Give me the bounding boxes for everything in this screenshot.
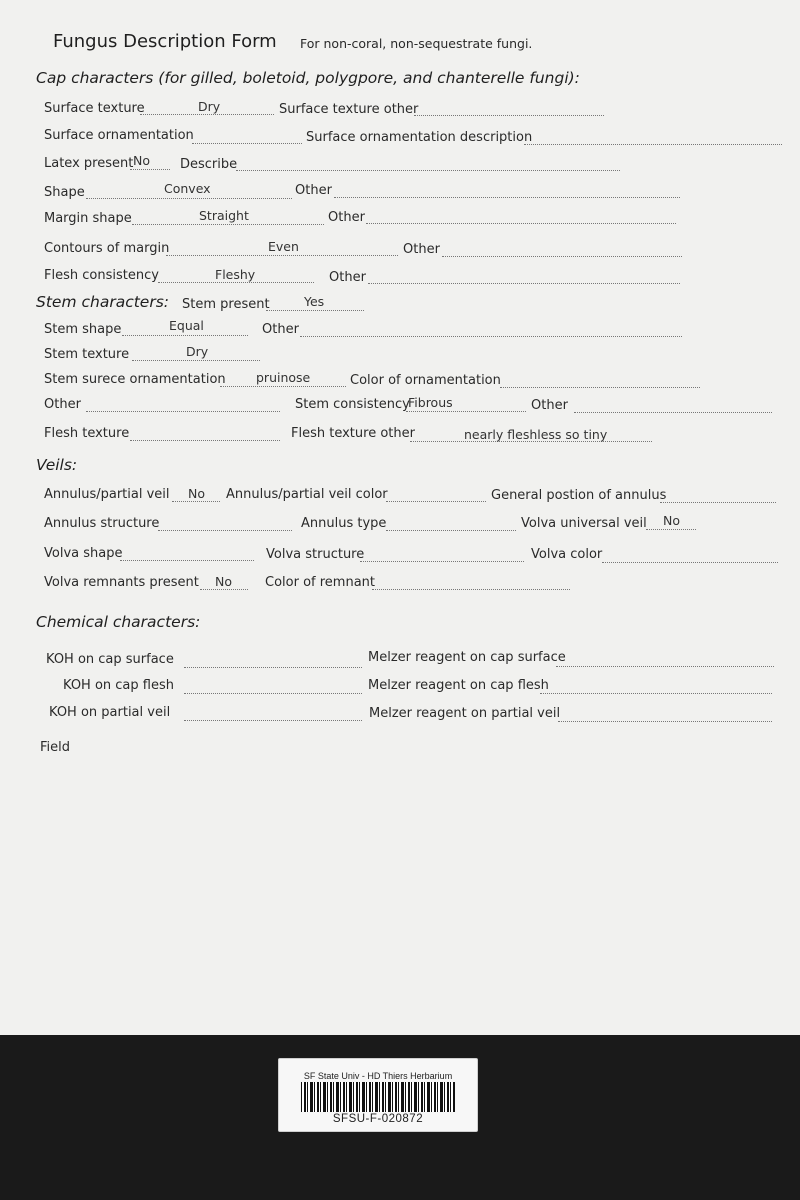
latex-present-value: No [133,153,150,168]
herbarium-barcode-label [278,1058,478,1132]
shape-field[interactable] [86,198,292,199]
annulus-color-label: Annulus/partial veil color [226,487,388,502]
stem-shape-field[interactable] [122,335,248,336]
stem-present-label: Stem present [182,297,270,312]
surface-texture-value: Dry [198,99,221,114]
koh-partial-veil-label: KOH on partial veil [49,705,171,720]
contours-other-label: Other [403,242,440,257]
stem-other-field[interactable] [86,411,280,412]
koh-cap-surface-field[interactable] [184,667,362,668]
margin-shape-other-label: Other [328,210,365,225]
stem-shape-other-field[interactable] [300,336,682,337]
stem-other-label: Other [44,397,81,412]
volva-universal-veil-value: No [663,513,680,528]
stem-surface-ornamentation-value: pruinose [256,370,311,385]
stem-surface-ornamentation-field[interactable] [220,386,346,387]
melzer-cap-surface-field[interactable] [556,666,774,667]
annulus-position-field[interactable] [660,502,776,503]
catalog-number: SFSU-F-020872 [332,1113,424,1125]
shape-other-label: Other [295,183,332,198]
koh-cap-flesh-field[interactable] [184,693,362,694]
stem-texture-value: Dry [186,344,209,359]
color-of-ornamentation-field[interactable] [500,387,700,388]
latex-describe-field[interactable] [236,170,620,171]
flesh-texture-other-value: nearly fleshless so tiny [464,427,608,442]
flesh-consistency-field[interactable] [158,282,314,283]
surface-texture-other-field[interactable] [414,115,604,116]
stem-consistency-field[interactable] [406,411,526,412]
remnant-color-field[interactable] [372,589,570,590]
stem-present-field[interactable] [266,310,364,311]
remnant-color-label: Color of remnant [265,575,375,590]
flesh-texture-field[interactable] [130,440,280,441]
volva-structure-label: Volva structure [266,547,365,562]
volva-shape-field[interactable] [120,560,254,561]
flesh-consistency-other-field[interactable] [368,283,680,284]
volva-universal-veil-label: Volva universal veil [521,516,647,531]
color-of-ornamentation-label: Color of ornamentation [350,373,501,388]
margin-shape-label: Margin shape [44,211,132,226]
form-title: Fungus Description Form [53,31,277,52]
margin-shape-value: Straight [199,208,249,223]
surface-texture-field[interactable] [140,114,274,115]
koh-partial-veil-field[interactable] [184,720,362,721]
surface-texture-label: Surface texture [44,101,145,116]
latex-present-label: Latex present [44,156,134,171]
stem-consistency-other-label: Other [531,398,568,413]
annulus-position-label: General postion of annulus [491,488,667,503]
surface-texture-other-label: Surface texture other [279,102,419,117]
cap-section-heading: Cap characters (for gilled, boletoid, polygpore, and chanterelle fungi): [36,69,580,87]
stem-consistency-value: Fibrous [408,395,453,410]
melzer-cap-surface-label: Melzer reagent on cap surface [368,650,566,665]
stem-surface-ornamentation-label: Stem surece ornamentation [44,372,226,387]
shape-other-field[interactable] [334,197,680,198]
shape-value: Convex [164,181,211,196]
flesh-consistency-label: Flesh consistency [44,268,159,283]
annulus-label: Annulus/partial veil [44,487,170,502]
stem-shape-value: Equal [169,318,204,333]
contours-of-margin-value: Even [268,239,299,254]
flesh-texture-label: Flesh texture [44,426,130,441]
surface-ornamentation-label: Surface ornamentation [44,128,194,143]
annulus-structure-label: Annulus structure [44,516,160,531]
melzer-partial-veil-field[interactable] [558,721,772,722]
flesh-consistency-value: Fleshy [215,267,256,282]
flesh-texture-other-label: Flesh texture other [291,426,415,441]
barcode-icon [301,1082,455,1112]
volva-shape-label: Volva shape [44,546,123,561]
stem-present-value: Yes [304,294,325,309]
melzer-cap-flesh-label: Melzer reagent on cap flesh [368,678,549,693]
stem-section-heading: Stem characters: [36,293,169,311]
annulus-structure-field[interactable] [158,530,292,531]
herbarium-institution: SF State Univ - HD Thiers Herbarium [303,1071,453,1081]
annulus-value: No [188,486,205,501]
annulus-field[interactable] [172,501,220,502]
contours-other-field[interactable] [442,256,682,257]
contours-of-margin-label: Contours of margin [44,241,170,256]
volva-remnants-label: Volva remnants present [44,575,199,590]
stem-consistency-label: Stem consistency [295,397,410,412]
volva-universal-veil-field[interactable] [646,529,696,530]
stem-shape-other-label: Other [262,322,299,337]
shape-label: Shape [44,185,85,200]
annulus-type-label: Annulus type [301,516,387,531]
margin-shape-other-field[interactable] [366,223,676,224]
surface-ornamentation-field[interactable] [192,143,302,144]
koh-cap-flesh-label: KOH on cap flesh [63,678,174,693]
margin-shape-field[interactable] [132,224,324,225]
volva-structure-field[interactable] [360,561,524,562]
annulus-type-field[interactable] [386,530,516,531]
veils-section-heading: Veils: [36,456,78,474]
stem-consistency-other-field[interactable] [574,412,772,413]
melzer-partial-veil-label: Melzer reagent on partial veil [369,706,561,721]
stem-shape-label: Stem shape [44,322,122,337]
koh-cap-surface-label: KOH on cap surface [46,652,174,667]
annulus-color-field[interactable] [386,501,486,502]
melzer-cap-flesh-field[interactable] [540,693,772,694]
describe-label: Describe [180,157,238,172]
stem-texture-field[interactable] [132,360,260,361]
chemical-section-heading: Chemical characters: [36,613,201,631]
field-label: Field [40,740,71,755]
contours-of-margin-field[interactable] [166,255,398,256]
volva-remnants-value: No [215,574,232,589]
volva-color-field[interactable] [602,562,778,563]
flesh-consistency-other-label: Other [329,270,366,285]
surface-ornamentation-description-label: Surface ornamentation description [306,130,533,145]
volva-color-label: Volva color [531,547,603,562]
latex-present-field[interactable] [130,169,170,170]
volva-remnants-field[interactable] [200,589,248,590]
stem-texture-label: Stem texture [44,347,130,362]
surface-ornamentation-description-field[interactable] [524,144,782,145]
form-subtitle: For non-coral, non-sequestrate fungi. [300,36,533,51]
